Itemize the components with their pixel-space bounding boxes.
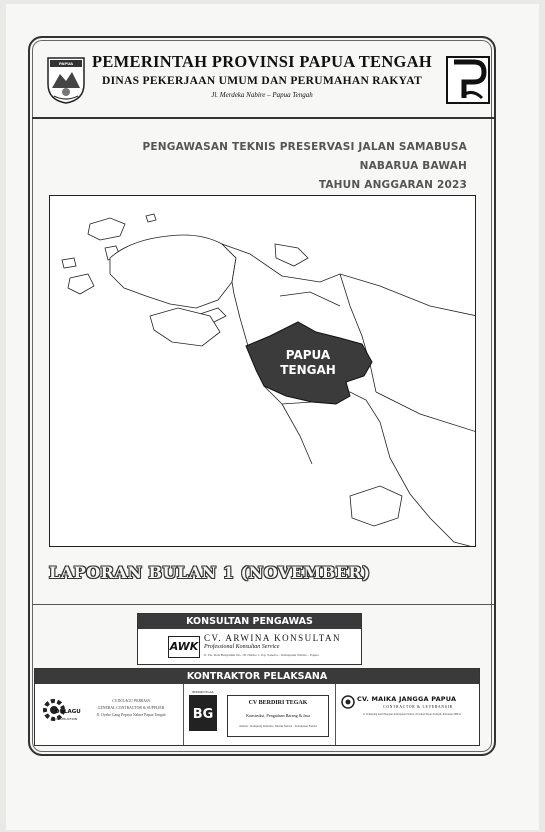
report-title: LAPORAN BULAN 1 (NOVEMBER) bbox=[49, 563, 371, 582]
contractor-dulagu bbox=[39, 689, 179, 743]
region-label-line1: PAPUA bbox=[285, 348, 331, 362]
maika-name: CV. MAIKA JANGGA PAPUA bbox=[357, 695, 457, 703]
consultant-tagline: Professional Konsultan Service bbox=[204, 644, 280, 650]
bg-logo-text: BG bbox=[192, 707, 214, 722]
region-label-line2: TENGAH bbox=[280, 363, 336, 377]
dulagu-line2: GENERAL CONTRACTOR & SUPPLIER bbox=[97, 706, 165, 710]
agency-title: DINAS PEKERJAAN UMUM DAN PERUMAHAN RAKYAT bbox=[102, 75, 422, 87]
contractor-divider bbox=[183, 684, 184, 745]
fiscal-year: TAHUN ANGGARAN 2023 bbox=[318, 179, 467, 191]
consultant-address: Jl. Ds. Kali Bunyamin No. 18, Nabire 1, Kp. Sanoba – Kabupaten Nabire – Papua bbox=[204, 653, 319, 657]
berdiri-tegak-name: CV BERDIRI TEGAK bbox=[248, 700, 308, 706]
berdiri-tegak-address: Alamat : Kampung Wadome, Distrik Nabire – Kabupaten Nabire bbox=[239, 724, 317, 728]
pu-logo-icon bbox=[446, 56, 490, 104]
arwina-logo-icon: AWK bbox=[168, 636, 200, 658]
papua-map bbox=[49, 195, 476, 547]
agency-address: Jl. Merdeka Nabire – Papua Tengah bbox=[211, 91, 313, 99]
consultant-box bbox=[137, 613, 362, 665]
government-title: PEMERINTAH PROVINSI PAPUA TENGAH bbox=[91, 52, 433, 71]
project-title-line2: NABARUA BAWAH bbox=[359, 160, 467, 172]
contractor-divider bbox=[335, 684, 336, 745]
contractors-heading: KONTRAKTOR PELAKSANA bbox=[35, 669, 479, 684]
dulagu-logo-sub: CONSTRUCTION bbox=[53, 717, 78, 721]
maika-address: Jl. Kampung Kali Harapan Kabupaten Nabire, Provinsi Papua Tengah, Indonesia 98811 bbox=[362, 713, 462, 716]
consultant-heading: KONSULTAN PENGAWAS bbox=[138, 614, 361, 629]
maika-desc: CONTRACTOR & LEVERANSIR bbox=[383, 705, 453, 709]
berdiri-tegak-desc: Konstruksi, Pengadaan Barang & Jasa bbox=[245, 713, 311, 718]
bg-logo-sub: BERDIRI TEGAK bbox=[192, 691, 214, 694]
maika-logo-icon bbox=[341, 695, 355, 709]
contractors-box bbox=[34, 668, 480, 746]
dulagu-line3: Jl. Oyehe Gang Pepaya Nabire Papua Tengah bbox=[96, 713, 166, 717]
berdiri-tegak-card bbox=[227, 695, 329, 737]
report-divider bbox=[32, 604, 494, 605]
dulagu-logo-text: DULAGU bbox=[55, 709, 81, 715]
consultant-name: CV. ARWINA KONSULTAN bbox=[204, 633, 342, 643]
emblem-label: PAPUA TENGAH bbox=[57, 61, 75, 73]
header-divider bbox=[32, 117, 494, 119]
contractor-maika-jangga bbox=[339, 689, 479, 743]
bg-logo-icon bbox=[189, 695, 217, 731]
letterhead bbox=[34, 44, 490, 114]
project-title-line1: PENGAWASAN TEKNIS PRESERVASI JALAN SAMABUSA bbox=[142, 141, 467, 153]
dulagu-line1: CV.DULAGU PERKASA bbox=[112, 699, 150, 703]
contractor-berdiri-tegak bbox=[187, 689, 331, 743]
